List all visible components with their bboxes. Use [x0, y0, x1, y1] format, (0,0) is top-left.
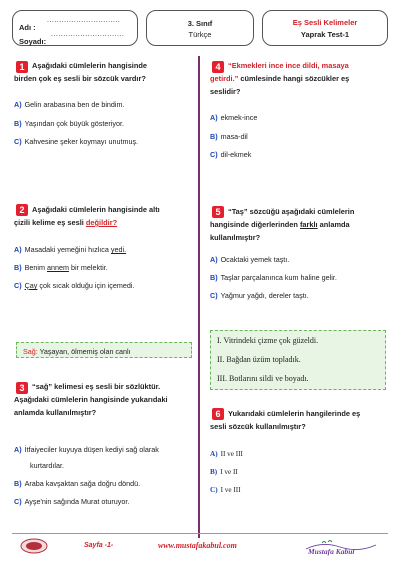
question-4-line-3: seslidir? [210, 87, 241, 96]
option-letter: A) [14, 445, 22, 454]
grade-box [146, 10, 254, 46]
q4-option-b[interactable] [210, 133, 248, 142]
option-underlined: annem [46, 263, 69, 272]
surname-field[interactable]: .............................. [51, 31, 125, 38]
question-2-line-2-text: çizili kelime eş sesli [14, 218, 86, 227]
q6-option-c[interactable] [210, 486, 241, 495]
definition-box [16, 342, 192, 358]
option-text: İtfaiyeciler kuyuya düşen kediyi sağ olarak [24, 445, 159, 454]
option-letter: A) [210, 113, 218, 122]
name-field[interactable]: .............................. [47, 17, 121, 24]
option-letter: C) [210, 486, 218, 494]
option-text: ekmek-ince [220, 113, 258, 122]
question-number-4: 4 [212, 61, 224, 73]
q6-option-b[interactable] [210, 468, 238, 477]
q2-option-a[interactable] [14, 246, 126, 255]
q3-option-a-cont: kurtardılar. [30, 461, 64, 470]
question-4-quote-end: getirdi.” [210, 74, 239, 83]
question-4-line-1: “Ekmekleri ince ince dildi, masaya [228, 61, 349, 70]
question-2-line-1: Aşağıdaki cümlelerin hangisinde altı [32, 205, 160, 214]
question-2-line-2 [14, 217, 117, 228]
question-3-line-3: anlamda kullanılmıştır? [14, 408, 97, 417]
definition-label: Sağ: [23, 347, 38, 356]
question-5-line-3: kullanılmıştır? [210, 233, 261, 242]
test-title: Yaprak Test-1 [300, 30, 350, 39]
question-5-line-2-text: hangisinde diğerlerinden [210, 220, 300, 229]
question-1-line-2: birden çok eş sesli bir sözcük vardır? [14, 74, 146, 83]
sentence-3: III. Botlarını sildi ve boyadı. [217, 374, 309, 383]
q5-option-b[interactable] [210, 274, 337, 283]
option-text: Yağmur yağdı, dereler taştı. [220, 291, 309, 300]
sentences-box [210, 330, 386, 390]
option-letter: B) [210, 132, 218, 141]
question-number-5: 5 [212, 206, 224, 218]
question-5-emphasis: farklı [299, 220, 318, 229]
question-number-2: 2 [16, 204, 28, 216]
signature-text: Mustafa Kabul [308, 547, 355, 556]
question-3-line-2: Aşağıdaki cümlelerin hangisinde yukarıdaki [14, 395, 168, 404]
q2-option-c[interactable] [14, 282, 134, 291]
subject-text: Türkçe [188, 30, 212, 39]
question-4-line-2 [210, 73, 349, 84]
option-letter: C) [210, 150, 218, 159]
option-text: Taşlar parçalanınca kum haline gelir. [220, 273, 337, 282]
surname-label: Soyadı: [19, 37, 47, 46]
option-text: Masadaki yemeğini hızlıca [24, 245, 111, 254]
site-link[interactable]: www.mustafakabul.com [158, 541, 237, 550]
option-text: Kahvesine şeker koymayı unutmuş. [24, 137, 139, 146]
q5-option-a[interactable] [210, 256, 289, 265]
q1-option-b[interactable] [14, 120, 124, 129]
logo-icon [20, 538, 48, 554]
option-underlined: Çay [24, 281, 38, 290]
q2-option-b[interactable] [14, 264, 108, 273]
definition-text [23, 347, 131, 356]
option-text: Araba kavşaktan sağa doğru döndü. [24, 479, 141, 488]
question-4-line-2-text: cümlesinde hangi sözcükler eş [238, 74, 350, 83]
question-6-line-2: sesli sözcük kullanılmıştır? [210, 422, 306, 431]
q6-option-a[interactable] [210, 450, 243, 459]
option-underlined: yedi. [110, 245, 127, 254]
question-5-line-1: “Taş” sözcüğü aşağıdaki cümlelerin [228, 207, 355, 216]
option-text-end: bir melektir. [68, 263, 108, 272]
q4-option-a[interactable] [210, 114, 257, 123]
question-6-line-1: Yukarıdaki cümlelerin hangilerinde eş [228, 409, 361, 418]
option-letter: C) [210, 291, 218, 300]
name-label: Adı : [19, 23, 36, 32]
question-5-line-2 [210, 219, 350, 230]
option-letter: C) [14, 137, 22, 146]
question-number-3: 3 [16, 382, 28, 394]
option-letter: A) [210, 450, 218, 458]
q3-option-a[interactable] [14, 446, 159, 455]
option-text: dil-ekmek [220, 150, 252, 159]
grade-text: 3. Sınıf [187, 19, 213, 28]
student-info-box [12, 10, 138, 46]
column-divider [198, 56, 200, 538]
sentence-2: II. Bağdan üzüm topladık. [217, 355, 301, 364]
option-letter: B) [14, 479, 22, 488]
signature-logo [302, 539, 380, 557]
option-letter: B) [14, 263, 22, 272]
option-letter: C) [14, 281, 22, 290]
q1-option-a[interactable] [14, 101, 125, 110]
q5-option-c[interactable] [210, 292, 309, 301]
option-text: I ve III [220, 486, 241, 494]
page-number: Sayfa -1- [84, 542, 114, 549]
topic-title: Eş Sesli Kelimeler [292, 18, 358, 27]
q3-option-b[interactable] [14, 480, 140, 489]
option-text: Gelin arabasına ben de bindim. [24, 100, 125, 109]
definition-body: Yaşayan, ölmemiş olan canlı [37, 347, 131, 356]
question-number-6: 6 [212, 408, 224, 420]
q1-option-c[interactable] [14, 138, 138, 147]
option-letter: B) [14, 119, 22, 128]
option-letter: B) [210, 468, 218, 476]
q3-option-c[interactable] [14, 498, 129, 507]
topic-box [262, 10, 388, 46]
option-letter: C) [14, 497, 22, 506]
question-2-emphasis: değildir? [85, 218, 118, 227]
footer-divider [12, 533, 388, 534]
option-letter: A) [14, 245, 22, 254]
option-text: Ocaktaki yemek taştı. [220, 255, 290, 264]
question-5-line-2-end: anlamda [317, 220, 350, 229]
option-letter: A) [210, 255, 218, 264]
option-text-end: çok sıcak olduğu için içemedi. [37, 281, 135, 290]
question-3-line-1: “sağ” kelimesi eş sesli bir sözlüktür. [32, 382, 161, 391]
option-text: Ayşe'nin sağında Murat oturuyor. [24, 497, 130, 506]
option-letter: A) [14, 100, 22, 109]
option-text: I ve II [220, 468, 238, 476]
sentence-1: I. Vitrindeki çizme çok güzeldi. [217, 336, 319, 345]
option-text: II ve III [220, 450, 243, 458]
option-text: masa-dil [220, 132, 248, 141]
surname-row [19, 31, 125, 49]
question-number-1: 1 [16, 61, 28, 73]
option-text: Benim [24, 263, 47, 272]
question-1-line-1: Aşağıdaki cümlelerin hangisinde [32, 61, 147, 70]
q4-option-c[interactable] [210, 151, 251, 160]
option-text: Yaşından çok büyük gösteriyor. [24, 119, 124, 128]
option-letter: B) [210, 273, 218, 282]
